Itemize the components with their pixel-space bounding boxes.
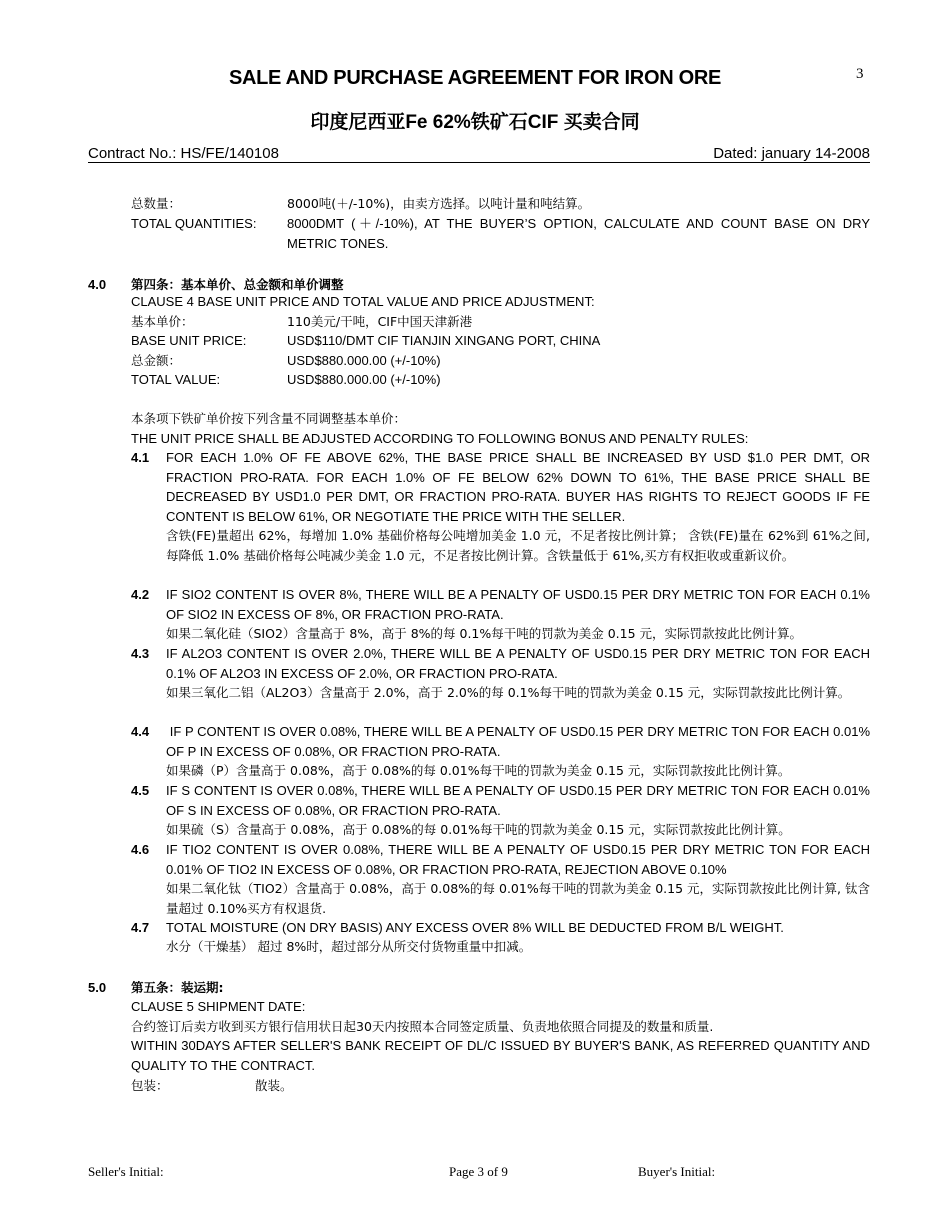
total-value-label-zh: 总金额： <box>131 353 182 368</box>
item-4-6-text-en: IF TIO2 CONTENT IS OVER 0.08%, THERE WILL BE A PENALTY OF USD0.15 PER DRY METRIC TON FOR EACH 0.01% OF TIO2 IN EXCESS OF 0.08%, OR FRACTION PRO-RATA, REJECTION ABOVE 0.10% <box>166 842 870 877</box>
item-4-6-number: 4.6 <box>131 842 150 857</box>
total-value-value-zh: USD$880.000.00 (+/-10%) <box>287 353 441 368</box>
seller-initial: Seller's Initial: <box>88 1164 164 1179</box>
quantities-label-en: TOTAL QUANTITIES: <box>131 216 257 231</box>
quantities-value-en: 8000DMT (＋/-10%), AT THE BUYER’S OPTION, CALCULATE AND COUNT BASE ON DRY METRIC TONES. <box>287 216 870 251</box>
item-4-3-text-en: IF AL2O3 CONTENT IS OVER 2.0%, THERE WILL BE A PENALTY OF USD0.15 PER DRY METRIC TON FOR EACH 0.1% OF AL2O3 IN EXCESS OF 2.0%, OR FRACTION PRO-RATA. <box>166 646 870 681</box>
clause-4-heading-en: CLAUSE 4 BASE UNIT PRICE AND TOTAL VALUE AND PRICE ADJUSTMENT: <box>131 294 595 309</box>
item-4-5-text-zh: 如果硫（S）含量高于 0.08%，高于 0.08%的每 0.01%每干吨的罚款为美金 0.15 元，实际罚款按此比例计算。 <box>166 822 791 837</box>
quantities-label-zh: 总数量： <box>131 196 182 211</box>
clause-5-heading-en: CLAUSE 5 SHIPMENT DATE: <box>131 999 306 1014</box>
clause-5-number: 5.0 <box>88 980 107 995</box>
item-4-7-text-zh: 水分（干燥基） 超过 8%时，超过部分从所交付货物重量中扣减。 <box>166 939 532 954</box>
base-unit-price-label: BASE UNIT PRICE: <box>131 333 247 348</box>
quantities-value-zh: 8000吨(＋/-10%)，由卖方选择。以吨计量和吨结算。 <box>287 196 591 211</box>
base-unit-price-value-zh: 110美元/干吨，CIF中国天津新港 <box>287 314 473 329</box>
item-4-3-text-zh: 如果三氧化二铝（AL2O3）含量高于 2.0%，高于 2.0%的每 0.1%每干吨的罚款为美金 0.15 元，实际罚款按此比例计算。 <box>166 685 851 700</box>
base-unit-price-label-zh: 基本单价： <box>131 314 194 329</box>
clause-5-text-zh: 合约签订后卖方收到买方银行信用状日起30天内按照本合同签定质量、负责地依照合同提及的数量和质量. <box>131 1019 714 1034</box>
base-unit-price-value: USD$110/DMT CIF TIANJIN XINGANG PORT, CHINA <box>287 333 601 348</box>
clause-4-number: 4.0 <box>88 277 107 292</box>
item-4-2-number: 4.2 <box>131 587 150 602</box>
item-4-4-number: 4.4 <box>131 724 150 739</box>
adjustment-intro-en: THE UNIT PRICE SHALL BE ADJUSTED ACCORDING TO FOLLOWING BONUS AND PENALTY RULES: <box>131 431 749 446</box>
contract-date: Dated: january 14-2008 <box>713 145 870 162</box>
item-4-1-text-en: FOR EACH 1.0% OF FE ABOVE 62%, THE BASE PRICE SHALL BE INCREASED BY USD $1.0 PER DMT, OR FRACTION PRO-RATA. FOR EACH 1.0% OF FE BELOW 62% DOWN TO 61%, THE BASE PRICE SHALL BE DECREASED BY USD1.0 PER DMT, OR FRACTION PRO-RATA. BUYER HAS RIGHTS TO REJECT GOODS IF FE CONTENT IS BELOW 61%, OR NEGOTIATE THE PRICE WITH THE SELLER. <box>166 450 870 524</box>
page-number: Page 3 of 9 <box>449 1164 508 1179</box>
total-value-label: TOTAL VALUE: <box>131 372 221 387</box>
item-4-2-text-zh: 如果二氧化硅（SIO2）含量高于 8%，高于 8%的每 0.1%每干吨的罚款为美金 0.15 元，实际罚款按此比例计算。 <box>166 626 803 641</box>
packing-label: 包装： <box>131 1078 169 1093</box>
buyer-initial: Buyer's Initial: <box>638 1164 716 1179</box>
document-title: SALE AND PURCHASE AGREEMENT FOR IRON ORE <box>228 67 722 89</box>
item-4-4-text-en: IF P CONTENT IS OVER 0.08%, THERE WILL BE A PENALTY OF USD0.15 PER DRY METRIC TON FOR EACH 0.01% OF P IN EXCESS OF 0.08%, OR FRACTION PRO-RATA. <box>166 724 874 759</box>
clause-5-heading-zh: 第五条：装运期: <box>131 980 224 995</box>
item-4-1-text-zh: 含铁(FE)量超出 62%，每增加 1.0% 基础价格每公吨增加美金 1.0 元，不足者按比例计算； 含铁(FE)量在 62%到 61%之间,每降低 1.0% 基础价格每公吨减少美金 1.0 元，不足者按比例计算。含铁量低于 61%,买方有权拒收或重新议价。 <box>166 528 870 563</box>
item-4-3-number: 4.3 <box>131 646 150 661</box>
clause-5-text-en: WITHIN 30DAYS AFTER SELLER'S BANK RECEIPT OF DL/C ISSUED BY BUYER'S BANK, AS REFERRED QUANTITY AND QUALITY TO THE CONTRACT. <box>131 1038 870 1073</box>
adjustment-intro-zh: 本条项下铁矿单价按下列含量不同调整基本单价： <box>131 411 407 426</box>
item-4-5-number: 4.5 <box>131 783 150 798</box>
item-4-1-number: 4.1 <box>131 450 150 465</box>
header-rule <box>88 162 870 163</box>
item-4-5-text-en: IF S CONTENT IS OVER 0.08%, THERE WILL BE A PENALTY OF USD0.15 PER DRY METRIC TON FOR EACH 0.01% OF S IN EXCESS OF 0.08%, OR FRACTION PRO-RATA. <box>166 783 870 818</box>
document-title-zh: 印度尼西亚Fe 62%铁矿石CIF 买卖合同 <box>310 112 640 133</box>
page-corner-number: 3 <box>856 66 864 82</box>
total-value-value: USD$880.000.00 (+/-10%) <box>287 372 441 387</box>
packing-value: 散装。 <box>255 1078 293 1093</box>
contract-number: Contract No.: HS/FE/140108 <box>88 145 279 162</box>
item-4-6-text-zh: 如果二氧化钛（TIO2）含量高于 0.08%，高于 0.08%的每 0.01%每干吨的罚款为美金 0.15 元，实际罚款按此比例计算, 钛含量超过 0.10%买方有权退货. <box>166 881 870 916</box>
clause-4-heading-zh: 第四条：基本单价、总金额和单价调整 <box>131 277 344 292</box>
item-4-2-text-en: IF SIO2 CONTENT IS OVER 8%, THERE WILL BE A PENALTY OF USD0.15 PER DRY METRIC TON FOR EACH 0.1% OF SIO2 IN EXCESS OF 8%, OR FRACTION PRO-RATA. <box>166 587 870 622</box>
item-4-7-number: 4.7 <box>131 920 150 935</box>
item-4-7-text-en: TOTAL MOISTURE (ON DRY BASIS) ANY EXCESS OVER 8% WILL BE DEDUCTED FROM B/L WEIGHT. <box>166 920 784 935</box>
item-4-4-text-zh: 如果磷（P）含量高于 0.08%，高于 0.08%的每 0.01%每干吨的罚款为美金 0.15 元，实际罚款按此比例计算。 <box>166 763 791 778</box>
